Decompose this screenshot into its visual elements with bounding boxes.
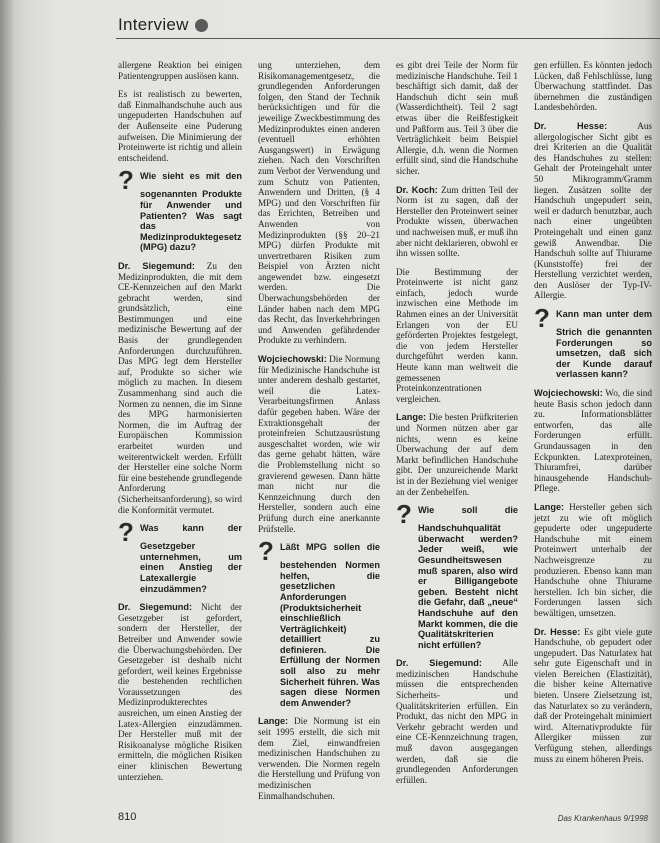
question-text: Läßt MPG sollen die bestehenden Normen helfen, die gesetzlichen Anforderungen (Produktsicherheit einschließlich Verträglichkeit) detailliert zu definieren. Die Erfüllung der Normen soll also zu mehr Sicherheit führen. Was sagen diese Normen dem Anwender? — [280, 542, 380, 708]
answer-text: Nicht der Gesetzgeber ist gefordert, sondern der Hersteller, der Betreiber und Anwender sowie die Überwachungsbehörden. Der Gesetzgeber ist deshalb nicht gefordert, weil keines Ergebnisse die bestehenden rechtlichen Voraussetzungen des Medizinprodukterechtes ausreichen, um einen Anstieg der Latex-Allergien einzudämmen. Der Hersteller muß mit der Risikoanalyse mögliche Risiken ermitteln, die möglichen Risiken einer klinischen Bewertung unterziehen. — [118, 602, 242, 782]
interview-question — [118, 517, 242, 594]
body-paragraph: es gibt drei Teile der Norm für medizinische Handschuhe. Teil 1 beschäftigt sich damit, daß der Handschuh dicht sein muß (Wasserdichtheit). Teil 2 sagt etwas über die Reißfestigkeit und Paßform aus. Teil 3 über die Verträglichkeit beim Beispiel Allergie, d.h. wenn die Normen erfüllt sind, sind die Handschuhe sicher. — [396, 60, 518, 176]
column-3 — [396, 60, 518, 783]
question-mark-icon: ? — [534, 303, 550, 334]
section-header — [118, 14, 208, 36]
interview-answer — [396, 658, 518, 785]
speaker-name: Wojciechowski: — [258, 354, 327, 365]
interview-answer — [258, 716, 380, 801]
interview-answer — [396, 185, 518, 259]
interview-answer — [534, 627, 652, 765]
answer-text: Die besten Prüfkriterien und Normen nützen aber gar nichts, wenn es keine Überwachung der auf dem Markt befindlichen Handschuhe gibt. Der unzureichende Markt ist in der Beziehung viel weniger an der Zenbehelfen. — [396, 412, 518, 497]
interview-answer — [118, 602, 242, 782]
question-mark-icon: ? — [396, 499, 412, 530]
speaker-name: Dr. Siegemund: — [118, 260, 195, 271]
question-mark-icon: ? — [118, 517, 134, 548]
answer-text: Es gibt viele gute Handschuhe, ob gepudert oder ungepudert. Das Naturlatex hat sehr gute Eigenschaft und in vielen Bereichen (Elastizität), die bisher keine Alternative bieten. Unsere Zielsetzung ist, das Naturlatex so zu verändern, daß der Proteingehalt minimiert wird. Alternativprodukte für Allergiker müssen zur Verfügung stehen, allerdings muss zu einem höheren Preis. — [534, 626, 653, 764]
speaker-name: Lange: — [258, 716, 289, 727]
page-number: 810 — [118, 811, 137, 823]
answer-text: Hersteller geben sich jetzt zu wie oft möglich gepuderte oder ungepuderte Handschuhe mit einem Proteinwert unterhalb der Nachweisgrenze zu produzieren. Ebenso kann man Handschuhe ohne Thiurame herstellen. Ich bin sicher, die Forderungen lassen sich bewältigen, umsetzen. — [534, 501, 652, 618]
column-1 — [118, 60, 242, 783]
column-4 — [534, 60, 652, 783]
answer-text: Wo, die sind heute Basis schon jedoch dann zu. Informationsblätter entworfen, das alle Forderungen erfüllt. Grundaussagen in den Eckpunkten. Latexproteinen, Thiuramfrei, darüber hinausgehende Handschuh-Pflege. — [534, 388, 652, 494]
answer-text: Zum dritten Teil der Norm ist zu sagen, daß der Hersteller den Proteinwert seiner Produkte wissen, überwachen und nachweisen muß, er muß ihn aber nicht deklarieren, obwohl er ihn wissen sollte. — [396, 184, 518, 259]
answer-text: Alle medizinischen Handschuhe müssen die entsprechenden Sicherheits- und Qualitätskriterien erfüllen. Ein Produkt, das nicht den MPG in Verkehr gebracht werden und eine CE-Kennzeichnung tragen, muß davon ausgegangen werden, daß sie die grundlegenden Anforderungen erfüllen. — [396, 658, 519, 785]
speaker-name: Dr. Koch: — [396, 184, 438, 195]
speaker-name: Dr. Siegemund: — [118, 602, 193, 613]
source-line: Das Krankenhaus 9/1998 — [557, 814, 648, 823]
interview-question — [534, 303, 652, 380]
question-text: Wie sieht es mit den sogenannten Produkte für Anwender und Patienten? Was sagt das Medizinproduktegesetz (MPG) dazu? — [140, 171, 242, 253]
speaker-name: Wojciechowski: — [534, 388, 603, 399]
answer-text: Zu den Medizinprodukten, die mit dem CE-Kennzeichen auf den Markt gebracht werden, sind grundsätzlich, eine Bestimmungen und eine medizinische Bewertung auf der Basis der grundlegenden Anforderungen durchzuführen. Das MPG legt dem Hersteller auf, Produkte so sicher wie möglich zu machen. In diesem Zusammenhang sind auch die Normen zu nennen, die im Sinne des MPG harmonisierten Normen, die im Auftrag der Europäischen Kommission erarbeitet wurden und weiterentwickelt werden. Erfüllt der Hersteller eine solche Norm für eine bestehende grundlegende Anforderung (Sicherheitsanforderung), so wird die Konformität vermutet. — [118, 260, 242, 515]
interview-question — [258, 536, 380, 708]
interview-question — [396, 499, 518, 650]
book-spine-shadow — [0, 0, 14, 843]
section-dot-icon — [195, 19, 208, 32]
question-text: Wie soll die Handschuhqualität überwacht werden? Jeder weiß, wie Gesundheitswesen muß sparen, also wird er Billigangebote geben. Besteht nicht die Gefahr, daß „neue“ Handschuhe auf den Markt kommen, die die Qualitätskriterien nicht erfüllen? — [418, 505, 518, 650]
speaker-name: Dr. Hesse: — [534, 120, 608, 131]
body-paragraph: gen erfüllen. Es könnten jedoch Lücken, daß Fehlschlüsse, lung Überwachung stattfindet. Das übernehmen die zuständigen Landesbehörden. — [534, 60, 652, 113]
body-paragraph: ung unterziehen, dem Risikomanagementgesetz, die grundlegenden Anforderungen folgen, den Stand der Technik berücksichtigen und für die jeweilige Zweckbestimmung des Medizinproduktes einen anderen (eventuell erhöhten Ausgangswert) in Erwägung ziehen. Nach den Vorschriften zum Verbot der Verwendung und zum Schutz von Patienten, Anwendern und Dritten, (§ 4 MPG) und den Vorschriften für das Errichten, Betreiben und Anwenden von Medizinprodukten (§§ 20–21 MPG) dürfen Produkte mit unvertretbaren Risiken zum Beispiel von Ärzten nicht angewendet bzw. eingesetzt werden. Die Überwachungsbehörden der Länder haben nach dem MPG das Recht, das Inverkehrbringen und Anwenden gefährdender Produkte zu verhindern. — [258, 60, 380, 346]
body-paragraph: allergene Reaktion bei einigen Patientengruppen auslösen kann. — [118, 60, 242, 81]
header-rule — [116, 38, 660, 39]
interview-answer — [534, 388, 652, 494]
interview-question — [118, 165, 242, 253]
interview-answer — [534, 121, 652, 301]
question-text: Kann man unter dem Strich die genannten Forderungen so umsetzen, daß sich der Kunde darauf verlassen kann? — [556, 309, 652, 380]
question-text: Was kann der Gesetzgeber unternehmen, um einen Anstieg der Latexallergie einzudämmen? — [140, 523, 242, 594]
column-2 — [258, 60, 380, 801]
answer-text: Die Normung ist ein seit 1995 erstellt, die sich mit dem Ziel, einwandfreien medizinischen Handschuhen zu verwenden. Die Normen regeln die Herstellung und Prüfung von medizinischen Einmalhandschuhen. — [258, 716, 380, 801]
interview-answer — [396, 412, 518, 497]
section-title: Interview — [118, 15, 189, 34]
speaker-name: Lange: — [396, 412, 427, 423]
question-mark-icon: ? — [258, 536, 274, 567]
question-mark-icon: ? — [118, 165, 134, 196]
speaker-name: Lange: — [534, 501, 565, 512]
interview-answer — [118, 261, 242, 515]
speaker-name: Dr. Siegemund: — [396, 658, 482, 669]
speaker-name: Dr. Hesse: — [534, 626, 581, 637]
body-paragraph: Es ist realistisch zu bewerten, daß Einmalhandschuhe auch aus ungepuderten Handschuhen auf der Außenseite eine Puderung aufweisen. Die Minimierung der Proteinwerte ist richtig und allein entscheidend. — [118, 89, 242, 163]
interview-answer — [258, 354, 380, 534]
answer-text: Die Normung für Medizinische Handschuhe ist unter anderem deshalb gestartet, weil die Latex-Verarbeitungsfirmen Anlass dafür gegeben haben. Wäre der Extraktionsgehalt der proteinfreien Schutzausrüstung ausgeschaltet worden, wie wir das gerne gehabt hätten, wäre die Problemstellung nicht so gravierend gewesen. Dann hätte man nicht nur die Kennzeichnung durch den Hersteller, sondern auch eine Prüfung durch eine anerkannte Prüfstelle. — [258, 354, 380, 534]
answer-text: Aus allergologischer Sicht gibt es drei Kriterien an die Qualität des Handschuhes zu stellen: Gehalt der Proteingehalt unter 50 Mikrogramm/Gramm liegen. Zusätzen sollte der Handschuh ungepudert sein, weil er dadurch benutzbar, auch nach einer ungeübten Proteingehalt und einen ganz gewiß Anwendbar. Die Handschuh sollte auf Thiurame (Kunststoffe) frei der Herstellung verzichtet werden, den Auslöser der Typ-IV-Allergie. — [534, 120, 652, 301]
interview-answer — [534, 502, 652, 619]
body-paragraph: Die Bestimmung der Proteinwerte ist nicht ganz einfach, jedoch wurde inzwischen eine Methode im Rahmen eines an der Universität Erlangen von der EU geförderten Projektes festgelegt, die von jedem Hersteller durchgeführt werden kann. Heute kann man weltweit die gemessenen Proteinkonzentrationen vergleichen. — [396, 266, 518, 404]
